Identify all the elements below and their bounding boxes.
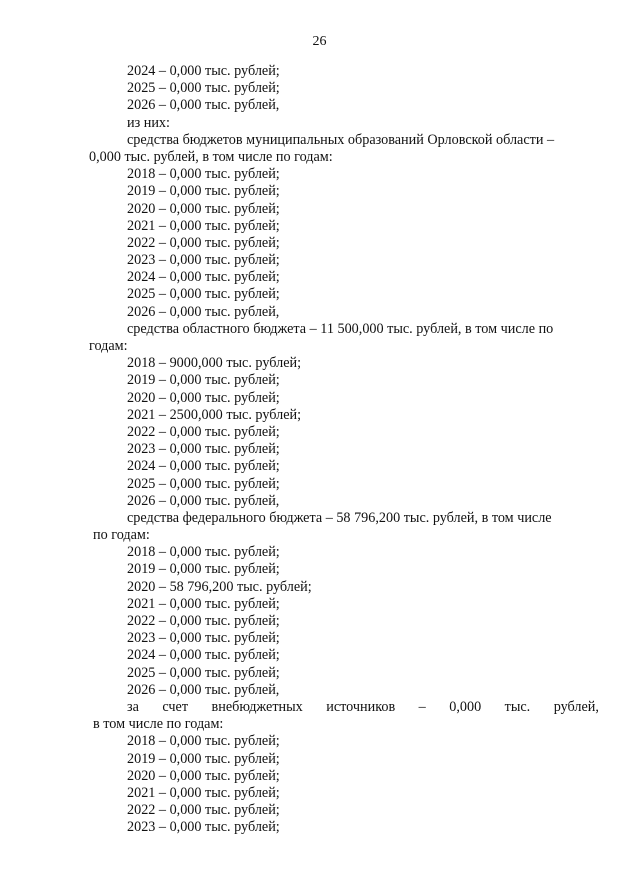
text-line: 2018 – 9000,000 тыс. рублей; <box>127 355 302 372</box>
text-line: 2018 – 0,000 тыс. рублей; <box>127 166 280 183</box>
text-line: в том числе по годам: <box>93 716 224 733</box>
text-word: за <box>127 698 139 715</box>
text-word: – <box>418 698 426 715</box>
text-line: 2021 – 0,000 тыс. рублей; <box>127 784 280 801</box>
text-line: 2021 – 0,000 тыс. рублей; <box>127 217 280 234</box>
paragraph-extrabudget-funding <box>0 699 639 716</box>
text-line: 2020 – 0,000 тыс. рублей; <box>127 767 280 784</box>
text-line: 2021 – 2500,000 тыс. рублей; <box>127 406 302 423</box>
text-word: 0,000 <box>449 698 482 715</box>
text-line: 2024 – 0,000 тыс. рублей; <box>127 647 280 664</box>
text-line: 2025 – 0,000 тыс. рублей; <box>127 664 280 681</box>
text-word: тыс. <box>504 698 531 715</box>
text-line: 2024 – 0,000 тыс. рублей; <box>127 458 280 475</box>
text-line: 2026 – 0,000 тыс. рублей, <box>127 681 280 698</box>
text-line: 0,000 тыс. рублей, в том числе по годам: <box>89 148 333 165</box>
text-line: 2024 – 0,000 тыс. рублей; <box>127 269 280 286</box>
text-line: 2018 – 0,000 тыс. рублей; <box>127 544 280 561</box>
text-line: 2022 – 0,000 тыс. рублей; <box>127 234 280 251</box>
text-line: 2022 – 0,000 тыс. рублей; <box>127 613 280 629</box>
text-line: годам: <box>89 338 128 354</box>
text-line: 2018 – 0,000 тыс. рублей; <box>127 733 280 750</box>
text-line: 2022 – 0,000 тыс. рублей; <box>127 423 280 440</box>
text-line: 2020 – 0,000 тыс. рублей; <box>127 389 280 406</box>
text-line: 2023 – 0,000 тыс. рублей; <box>127 819 280 836</box>
text-line: 2019 – 0,000 тыс. рублей; <box>127 372 280 389</box>
text-line: 2019 – 0,000 тыс. рублей; <box>127 183 280 200</box>
text-line: 2022 – 0,000 тыс. рублей; <box>127 802 280 819</box>
text-line: 2019 – 0,000 тыс. рублей; <box>127 561 280 578</box>
text-word: счет <box>162 698 189 715</box>
text-line: 2020 – 0,000 тыс. рублей; <box>127 200 280 217</box>
text-line: 2026 – 0,000 тыс. рублей, <box>127 303 280 320</box>
document-body <box>0 63 639 836</box>
text-line: 2026 – 0,000 тыс. рублей, <box>127 492 280 509</box>
text-line: 2019 – 0,000 тыс. рублей; <box>127 750 280 767</box>
paragraph-regional-funding: средства областного бюджета – 11 500,000 тыс. рублей, в том числе по <box>127 320 554 337</box>
text-line: 2025 – 0,000 тыс. рублей; <box>127 80 280 97</box>
text-line: 2021 – 0,000 тыс. рублей; <box>127 595 280 612</box>
paragraph-federal-funding: средства федерального бюджета – 58 796,200 тыс. рублей, в том числе <box>127 509 552 526</box>
text-line: по годам: <box>93 527 150 544</box>
text-line: 2023 – 0,000 тыс. рублей; <box>127 252 280 269</box>
text-line: 2025 – 0,000 тыс. рублей; <box>127 475 280 492</box>
text-line: 2023 – 0,000 тыс. рублей; <box>127 441 280 458</box>
page-number: 26 <box>312 34 327 49</box>
text-line: 2020 – 58 796,200 тыс. рублей; <box>127 578 312 595</box>
text-line: 2025 – 0,000 тыс. рублей; <box>127 286 280 303</box>
text-line: из них: <box>127 114 170 131</box>
text-line: 2024 – 0,000 тыс. рублей; <box>127 63 280 79</box>
text-line: 2026 – 0,000 тыс. рублей, <box>127 97 280 114</box>
text-word: источников <box>326 698 396 715</box>
text-word: внебюджетных <box>211 698 303 715</box>
paragraph-municipal-funding: средства бюджетов муниципальных образований Орловской области – <box>127 131 555 148</box>
text-line: 2023 – 0,000 тыс. рублей; <box>127 630 280 647</box>
text-word: рублей, <box>553 698 599 715</box>
